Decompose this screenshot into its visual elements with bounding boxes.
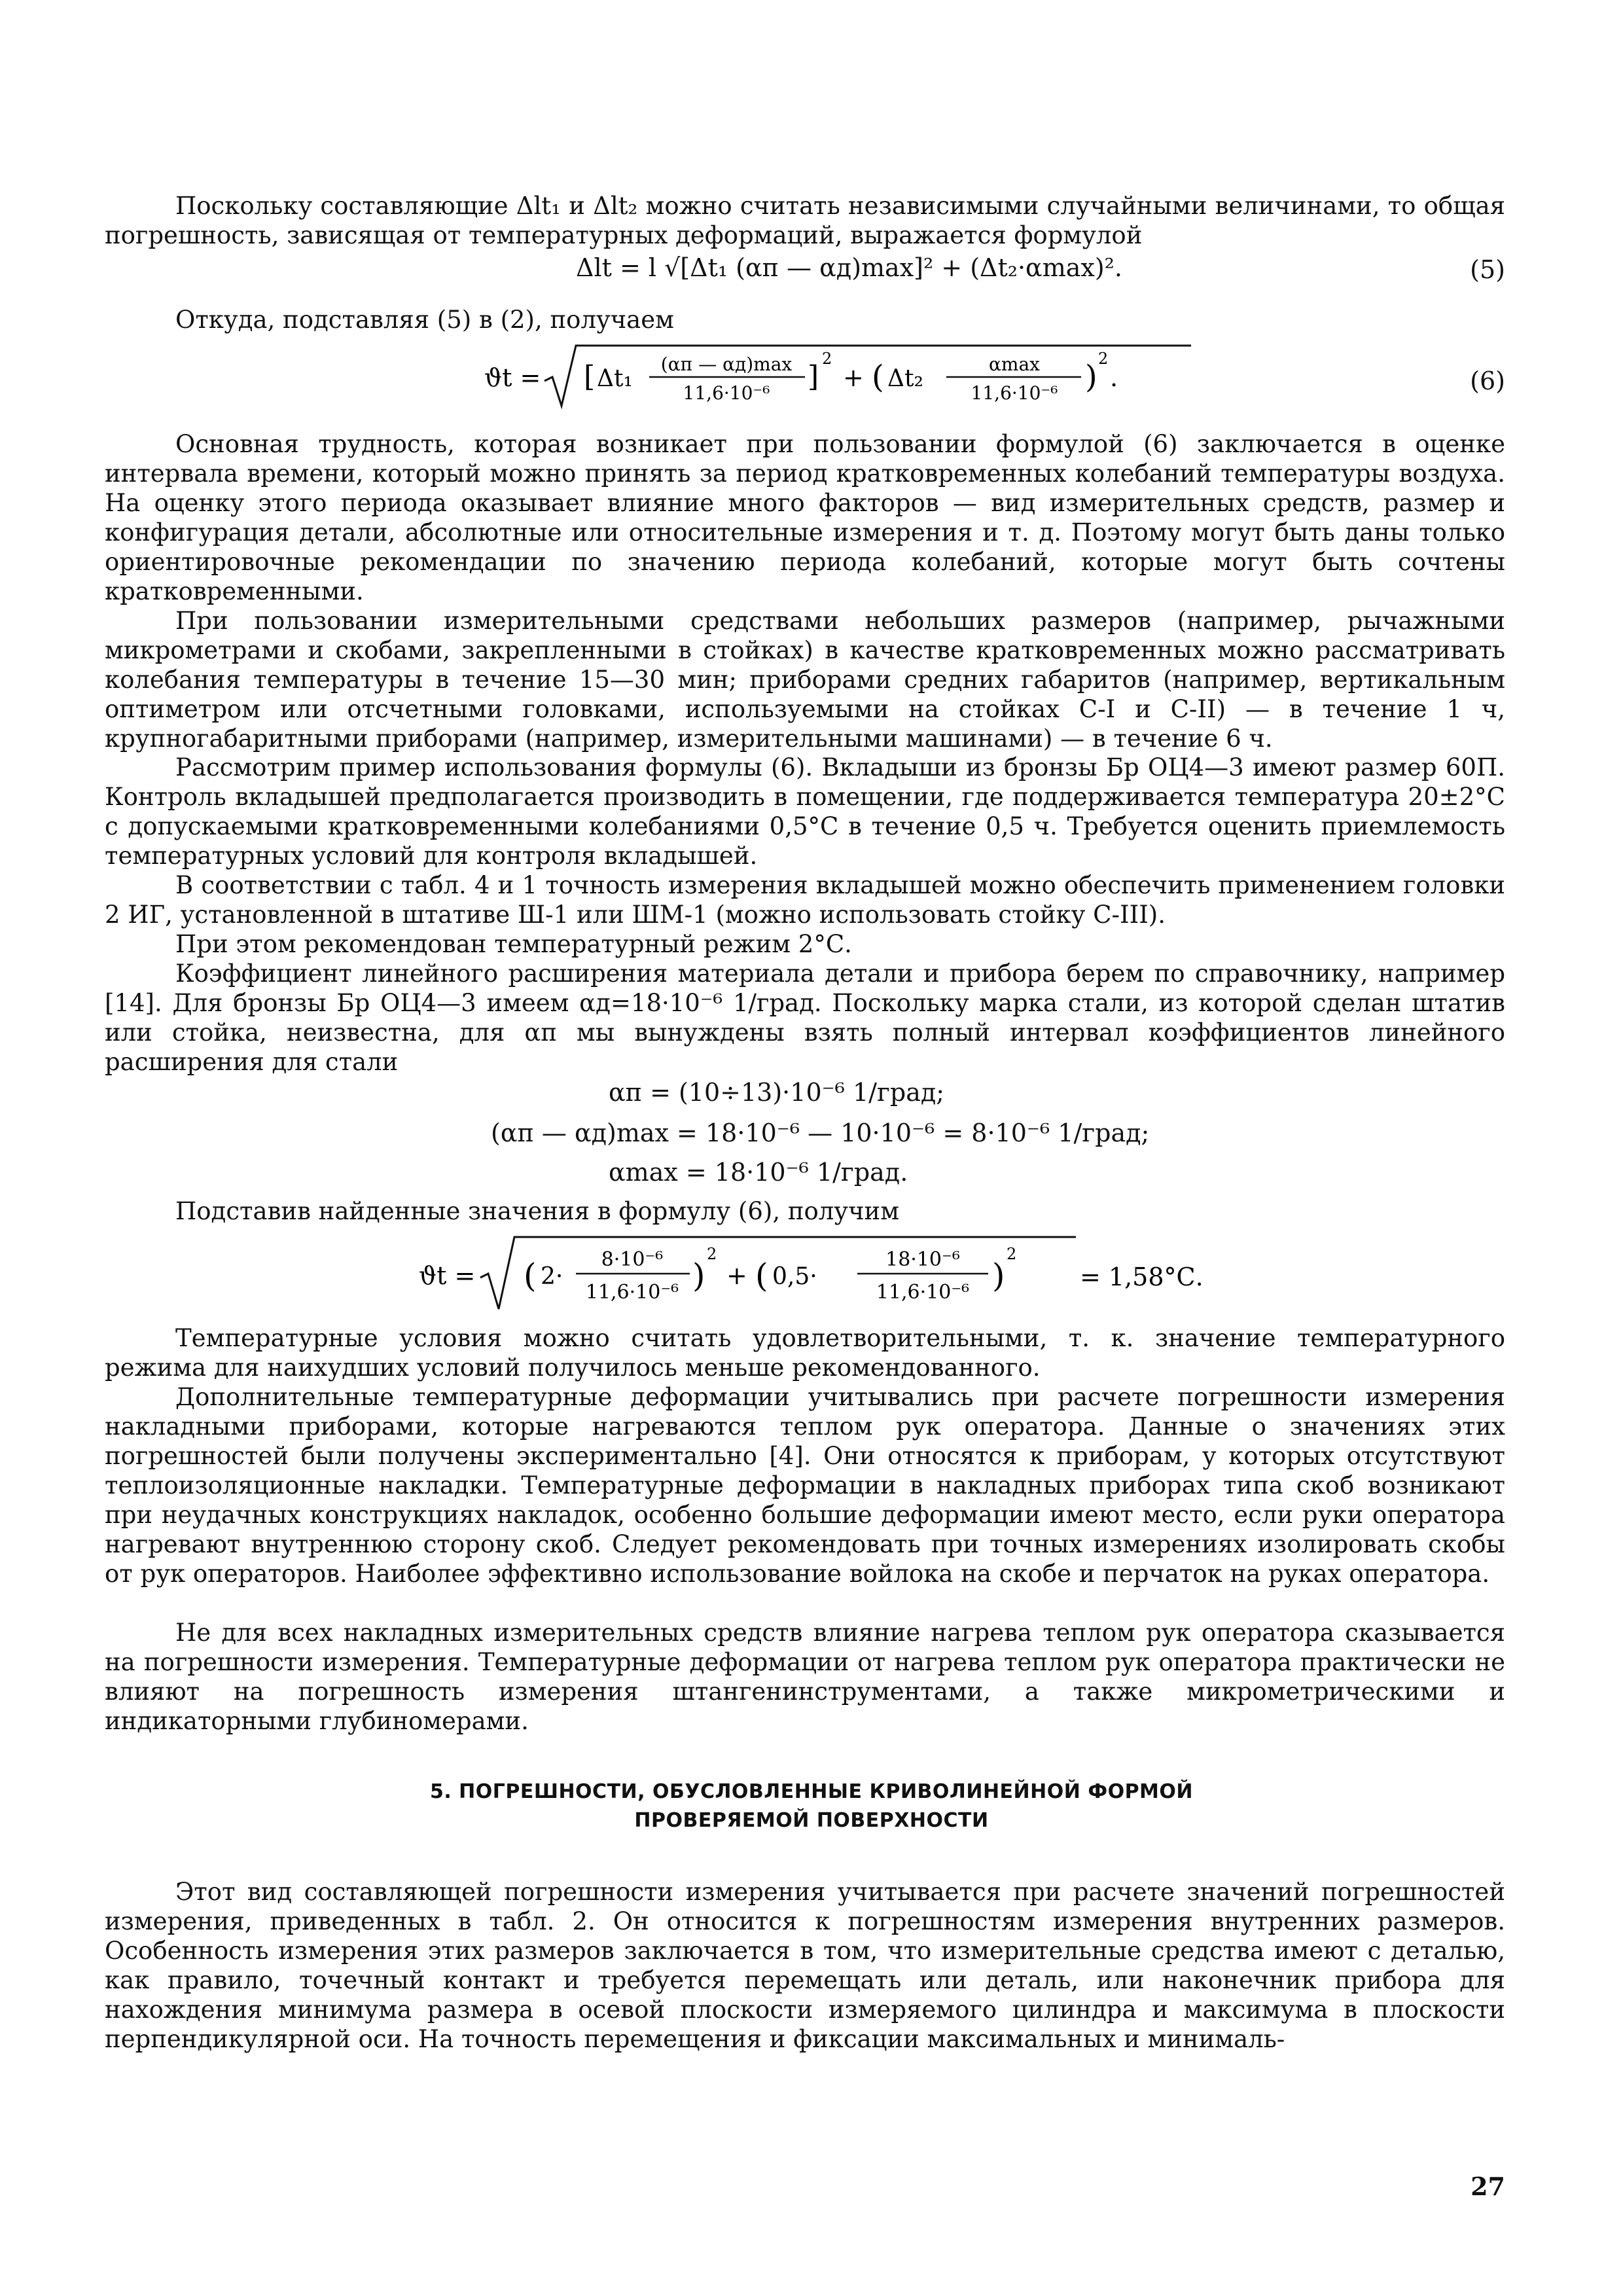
equation-alpha-diff: (αп — αд)max = 18·10⁻⁶ — 10·10⁻⁶ = 8·10⁻⁶ 1/град; [491,1119,1150,1147]
formula-6 [484,340,1204,412]
paragraph-6: В соответствии с табл. 4 и 1 точность измерения вкладышей можно обеспечить применением головки 2 ИГ, установленной в штативе Ш-1 или ШМ-1 (можно использовать стойку С-III). [105,871,1505,929]
formula-6-c: Δt₂ [887,365,923,392]
formula-6-number: (6) [1470,367,1505,395]
formula-numeric-result: = 1,58°С. [1080,1263,1204,1291]
paragraph-11: Дополнительные температурные деформации учитывались при расчете погрешности измерения накладными приборами, которые нагреваются теплом рук оператора. Данные о значениях этих погрешностей были получены экспериментально [4]. Они относятся к приборам, у которых отсутствуют теплоизоляционные накладки. Температурные деформации в накладных приборах типа скоб возникают при неудачных конструкциях накладок, особенно большие деформации имеют место, если руки оператора нагревают внутреннюю сторону скоб. Следует рекомендовать при точных измерениях изолировать скобы от рук операторов. Наиболее эффективно использование войлока на скобе и перчаток на руках оператора. [105,1383,1505,1588]
formula-numeric [419,1232,1243,1317]
formula-6-a: Δt₁ [597,365,633,392]
paragraph-3: Основная трудность, которая возникает при пользовании формулой (6) заключается в оценке интервала времени, который можно принять за период кратковременных колебаний температуры воздуха. На оценку этого периода оказывает влияние много факторов — вид измерительных средств, размер и конфигурация детали, абсолютные или относительные измерения и т. д. Поэтому могут быть даны только ориентировочные рекомендации по значению периода колебаний, которые могут быть сочтены кратковременными. [105,430,1505,605]
paragraph-8: Коэффициент линейного расширения материала детали и прибора берем по справочнику, например [14]. Для бронзы Бр ОЦ4—3 имеем αд=18·10⁻⁶ 1/град. Поскольку марка стали, из которой сделан штатив или стойка, неизвестна, для αп мы вынуждены взять полный интервал коэффициентов линейного расширения для стали [105,960,1505,1076]
paragraph-9: Подставив найденные значения в формулу (6), получим [175,1197,899,1225]
formula-5: Δlt = l √[Δt₁ (αп — αд)max]² + (Δt₂·αmax)². [576,253,1122,282]
svg-text:2: 2 [1098,350,1109,368]
svg-text:[: [ [584,360,596,393]
formula-6-d-den: 11,6·10⁻⁶ [971,382,1058,404]
svg-text:2: 2 [707,1245,717,1263]
paragraph-12: Не для всех накладных измерительных средств влияние нагрева теплом рук оператора сказывается на погрешности измерения. Температурные деформации от нагрева теплом рук оператора практически не влияют на погрешность измерения штангенинструментами, а также микрометрическими и индикаторными глубиномерами. [105,1619,1505,1735]
formula-5-number: (5) [1470,255,1505,284]
paragraph-5: Рассмотрим пример использования формулы (6). Вкладыши из бронзы Бр ОЦ4—3 имеют размер 60П. Контроль вкладышей предполагается производить в помещении, где поддерживается температура 20±2°С с допускаемыми кратковременными колебаниями 0,5°С в течение 0,5 ч. Требуется оценить приемлемость температурных условий для контроля вкладышей. [105,753,1505,870]
formula-numeric-d-den: 11,6·10⁻⁶ [876,1281,970,1304]
svg-text:2: 2 [1007,1245,1017,1263]
paragraph-7: При этом рекомендован температурный режим 2°С. [175,930,852,958]
formula-6-lhs: ϑt = [484,363,541,392]
formula-numeric-d-num: 18·10⁻⁶ [885,1248,960,1271]
page-number: 27 [1471,2172,1505,2201]
formula-6-b-den: 11,6·10⁻⁶ [683,382,770,404]
svg-text:): ) [992,1257,1005,1295]
formula-numeric-b-num: 8·10⁻⁶ [601,1248,664,1271]
svg-text:.: . [1110,363,1118,392]
section-heading-line-2: ПРОВЕРЯЕМОЙ ПОВЕРХНОСТИ [634,1809,989,1832]
formula-6-d-num: αmax [989,353,1040,375]
paragraph-4: При пользовании измерительными средствами небольших размеров (например, рычажными микрометрами и скобами, закрепленными в стойках) в качестве кратковременных можно рассматривать колебания температуры в течение 15—30 мин; приборами средних габаритов (например, вертикальным оптиметром или отсчетными головками, используемыми на стойках С-I и С-II) — в течение 1 ч, крупногабаритными приборами (например, измерительными машинами) — в течение 6 ч. [105,607,1505,753]
formula-numeric-c: 0,5· [772,1263,817,1290]
paragraph-13: Этот вид составляющей погрешности измерения учитывается при расчете значений погрешностей измерения, приведенных в табл. 2. Он относится к погрешностям измерения внутренних размеров. Особенность измерения этих размеров заключается в том, что измерительные средства имеют с деталью, как правило, точечный контакт и требуется перемещать или деталь, или наконечник прибора для нахождения минимума размера в осевой плоскости измеряемого цилиндра и максимума в плоскости перпендикулярной оси. На точность перемещения и фиксации максимальных и минималь- [105,1878,1505,2053]
svg-text:(: ( [524,1257,537,1295]
equation-alpha-p: αп = (10÷13)·10⁻⁶ 1/град; [609,1078,945,1107]
svg-text:): ) [1085,359,1097,395]
section-heading-line-1: 5. ПОГРЕШНОСТИ, ОБУСЛОВЛЕННЫЕ КРИВОЛИНЕЙНОЙ ФОРМОЙ [429,1780,1194,1803]
svg-text:(: ( [755,1257,768,1295]
svg-text:(: ( [872,359,884,395]
paragraph-1: Поскольку составляющие Δlt₁ и Δlt₂ можно считать независимыми случайными величинами, то общая погрешность, зависящая от температурных деформаций, выражается формулой [105,192,1505,249]
formula-numeric-b-den: 11,6·10⁻⁶ [585,1281,679,1304]
svg-text:+: + [843,363,864,392]
paragraph-10: Температурные условия можно считать удовлетворительными, т. к. значение температурного режима для наихудших условий получилось меньше рекомендованного. [105,1324,1505,1382]
formula-6-b-num: (αп — αд)max [660,353,793,375]
svg-text:]: ] [808,360,819,393]
svg-text:2: 2 [822,350,832,368]
formula-numeric-lhs: ϑt = [419,1261,476,1290]
svg-text:): ) [692,1257,705,1295]
formula-numeric-a: 2· [541,1263,563,1290]
svg-text:+: + [726,1261,747,1290]
equation-alpha-max: αmax = 18·10⁻⁶ 1/град. [609,1158,908,1187]
paragraph-2: Откуда, подставляя (5) в (2), получаем [175,306,674,334]
